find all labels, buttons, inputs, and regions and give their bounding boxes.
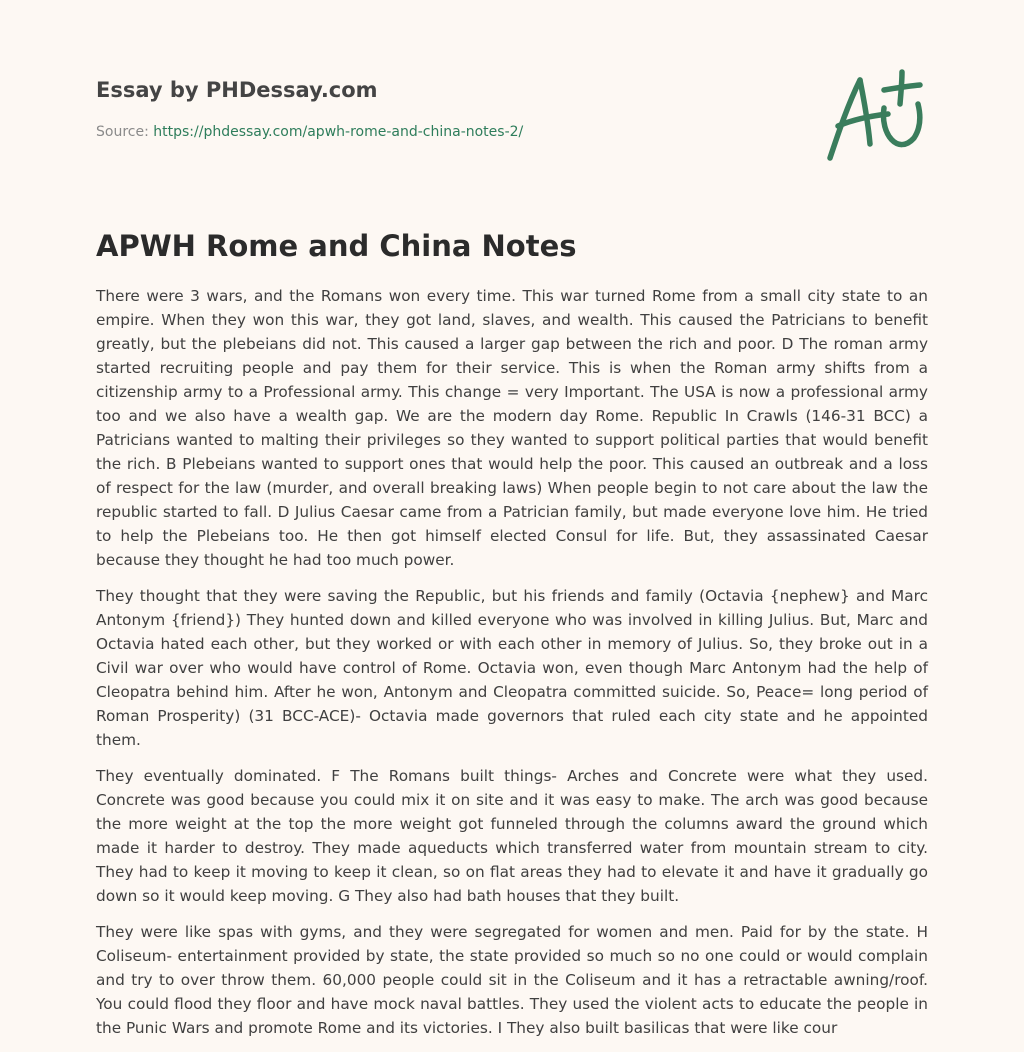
body-paragraph: They eventually dominated. F The Romans built things- Arches and Concrete were what they used. Concrete was good because you could mix it on site and it was easy to make. The arch was good because the more weight at the top the more weight got funneled through the columns award the ground which made it harder to destroy. They made aqueducts which transferred water from mountain stream to city. They had to keep it moving to keep it clean, so on flat areas they had to elevate it and have it gradually go down so it would keep moving. G They also had bath houses that they built. (96, 767, 928, 905)
document-title: APWH Rome and China Notes (96, 229, 577, 263)
a-plus-logo-icon (822, 68, 928, 164)
page-header (96, 76, 796, 142)
source-link[interactable]: https://phdessay.com/apwh-rome-and-china-notes-2/ (153, 124, 524, 140)
body-paragraph: There were 3 wars, and the Romans won every time. This war turned Rome from a small city state to an empire. When they won this war, they got land, slaves, and wealth. This caused the Patricians to benefit greatly, but the plebeians did not. This caused a larger gap between the rich and poor. D The roman army started recruiting people and pay them for their service. This is when the Roman army shifts from a citizenship army to a Professional army. This change = very Important. The USA is now a professional army too and we also have a wealth gap. We are the modern day Rome. Republic In Crawls (146-31 BCC) a Patricians wanted to malting their privileges so they wanted to support political parties that would benefit the rich. B Plebeians wanted to support ones that would help the poor. This caused an outbreak and a loss of respect for the law (murder, and overall breaking laws) When people begin to not care about the law the republic started to fall. D Julius Caesar came from a Patrician family, but made everyone love him. He tried to help the Plebeians too. He then got himself elected Consul for life. But, they assassinated Caesar because they thought he had too much power. (96, 287, 928, 569)
site-brand: Essay by PHDessay.com (96, 78, 378, 102)
document-body (96, 284, 928, 1052)
body-paragraph: They were like spas with gyms, and they were segregated for women and men. Paid for by the state. H Coliseum- entertainment provided by state, the state provided so much so no one could or would complain and try to over throw them. 60,000 people could sit in the Coliseum and it has a retractable awning/roof. You could flood they floor and have mock naval battles. They used the violent acts to educate the people in the Punic Wars and promote Rome and its victories. I They also built basilicas that were like cour (96, 923, 928, 1037)
body-paragraph: They thought that they were saving the Republic, but his friends and family (Octavia {nephew} and Marc Antonym {friend}) They hunted down and killed everyone who was involved in killing Julius. But, Marc and Octavia hated each other, but they worked or with each other in memory of Julius. So, they broke out in a Civil war over who would have control of Rome. Octavia won, even though Marc Antonym had the help of Cleopatra behind him. After he won, Antonym and Cleopatra committed suicide. So, Peace= long period of Roman Prosperity) (31 BCC-ACE)- Octavia made governors that ruled each city state and he appointed them. (96, 587, 928, 749)
source-label: Source: (96, 124, 149, 140)
source-line (96, 122, 796, 142)
